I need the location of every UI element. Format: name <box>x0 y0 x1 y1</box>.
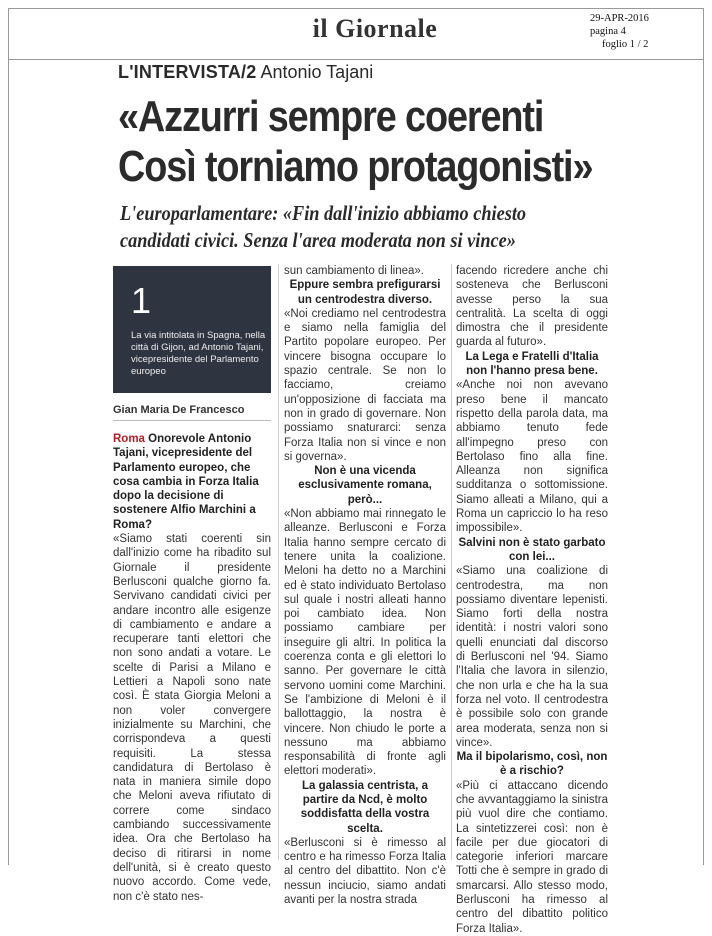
question: Eppure sembra prefigurarsi un centrodestra diverso. <box>289 279 441 306</box>
kicker <box>118 62 373 83</box>
page-label: pagina 4 <box>590 26 626 37</box>
date-label: 29-APR-2016 <box>590 13 649 24</box>
column-divider <box>451 264 452 860</box>
headline <box>118 92 593 192</box>
clipping-meta <box>590 12 700 51</box>
answer-paragraph: «Siamo una coalizione di centrodestra, ma non possiamo diventare lepenisti. Siamo forti della nostra identità: i nostri valori sono quelli enunciati dal discorso di Berlusconi nel '94. Siamo l'Italia che lavora in silenzio, che non urla e che ha la sua forza nel voto. Il centrodestra è possibile solo con grande area moderata, senza non si vince». <box>456 565 608 749</box>
byline-rule <box>113 420 271 421</box>
byline: Gian Maria De Francesco <box>113 404 245 416</box>
kicker-name: Antonio Tajani <box>260 62 374 82</box>
answer-paragraph: facendo ricredere anche chi sosteneva che Berlusconi avesse perso la sua centralità. La scelta di oggi dimostra che il presidente guarda al futuro». <box>456 265 608 349</box>
photo-number: 1 <box>131 280 152 321</box>
masthead: il Giornale <box>312 14 438 43</box>
photo-caption-box <box>113 266 271 393</box>
question: La galassia centrista, a partire da Ncd, è molto soddisfatta della vostra scelta. <box>300 779 430 835</box>
question <box>113 432 271 532</box>
answer-paragraph: sun cambiamento di linea». <box>284 265 424 277</box>
answer-paragraph: «Berlusconi si è rimesso al centro e ha rimesso Forza Italia al centro del dibattito. Non c'è nessun inciucio, siamo andati avanti per la nostra strada <box>284 836 446 907</box>
question: Ma il bipolarismo, così, non è a rischio? <box>456 751 608 778</box>
headline-line-1: «Azzurri sempre coerenti <box>118 92 544 141</box>
column-1 <box>113 432 271 904</box>
answer-paragraph: «Più ci attaccano dicendo che avvantaggiamo la sinistra più vuol dire che contiamo. La sintetizzerei così: non è facile per due giocatori di categorie inferiori marcare Totti che è sempre in grado di smarcarsi. Allo stesso modo, Berlusconi ha rimesso al centro del dibattito politico Forza Italia». <box>456 779 608 935</box>
column-divider <box>278 264 279 860</box>
headline-line-2: Così torniamo protagonisti» <box>118 142 593 191</box>
kicker-section: L'INTERVISTA/2 <box>118 62 257 82</box>
answer-paragraph: «Non abbiamo mai rinnegato le alleanze. Berlusconi e Forza Italia hanno sempre cercato di tenere unita la coalizione. Meloni ha detto no a Marchini ed è stato individuato Bertolaso sul quale i nostri alleati hanno poi cambiato idea. Non possiamo cambiare per inseguire gli altri. In politica la coerenza conta e gli elettori lo sanno. Per governare le città servono uomini come Marchini. Se l'ambizione di Meloni è il ballottaggio, la nostra è vincere. Non chiudo le porte a nessuno ma abbiamo responsabilità di fronte agli elettori moderati». <box>284 508 446 778</box>
column-2 <box>284 264 446 907</box>
photo-caption: La via intitolata in Spagna, nella città di Gijon, ad Antonio Tajani, vicepresidente del Parlamento europeo <box>131 330 266 377</box>
question: Salvini non è stato garbato con lei... <box>458 536 606 563</box>
column-3 <box>456 264 608 936</box>
answer-paragraph: «Noi crediamo nel centrodestra e siamo nella famiglia del Partito popolare europeo. Per vincere bisogna occupare lo spazio centrale. Se non lo facciamo, creiamo un'opposizione di facciata ma non in grado di governare. Non possiamo snaturarci: senza Forza Italia non si vince e non si governa». <box>284 307 446 463</box>
answer-paragraph: «Siamo stati coerenti sin dall'inizio come ha ribadito sul Giornale il presidente Berlusconi qualche giorno fa. Servivano candidati civici per andare incontro alle esigenze di cambiamento e andare a recuperare tanti elettori che non sono andati a votare. Le scelte di Parisi a Milano e Lettieri a Napoli sono nate così. È stata Giorgia Meloni a non voler convergere inizialmente su Marchini, che corrispondeva a questi requisiti. La stessa candidatura di Bertolaso è nata in maniera simile dopo che Meloni aveva rifiutato di correre come sindaco cambiando successivamente idea. Ora che Bertolaso ha deciso di ritirarsi in nome dell'unità, si è creato questo nuovo accordo. Come vede, non c'è stato nes- <box>113 533 271 903</box>
question: La Lega e Fratelli d'Italia non l'hanno presa bene. <box>465 350 599 378</box>
question-text: Onorevole Antonio Tajani, vicepresidente del Parlamento europeo, che cosa cambia in Forza Italia dopo la decisione di sostenere Alfio Marchini a Roma? <box>113 433 259 531</box>
subhead-line-1: L'europarlamentare: «Fin dall'inizio abbiamo chiesto <box>120 201 527 225</box>
answer-paragraph: «Anche noi non avevano preso bene il mancato rispetto della parola data, ma abbiamo tenuto fede all'impegno preso con Bertolaso fino alla fine. Alleanza non significa sudditanza o sottomissione. Siamo alleati a Milano, qui a Roma un capriccio lo ha reso impossibile». <box>456 379 608 535</box>
sheet-label: foglio 1 / 2 <box>602 39 649 50</box>
question: Non è una vicenda esclusivamente romana, però... <box>298 465 432 506</box>
dateline: Roma <box>113 433 149 445</box>
subheadline <box>120 200 607 254</box>
subhead-line-2: candidati civici. Senza l'area moderata non si vince» <box>120 228 516 252</box>
